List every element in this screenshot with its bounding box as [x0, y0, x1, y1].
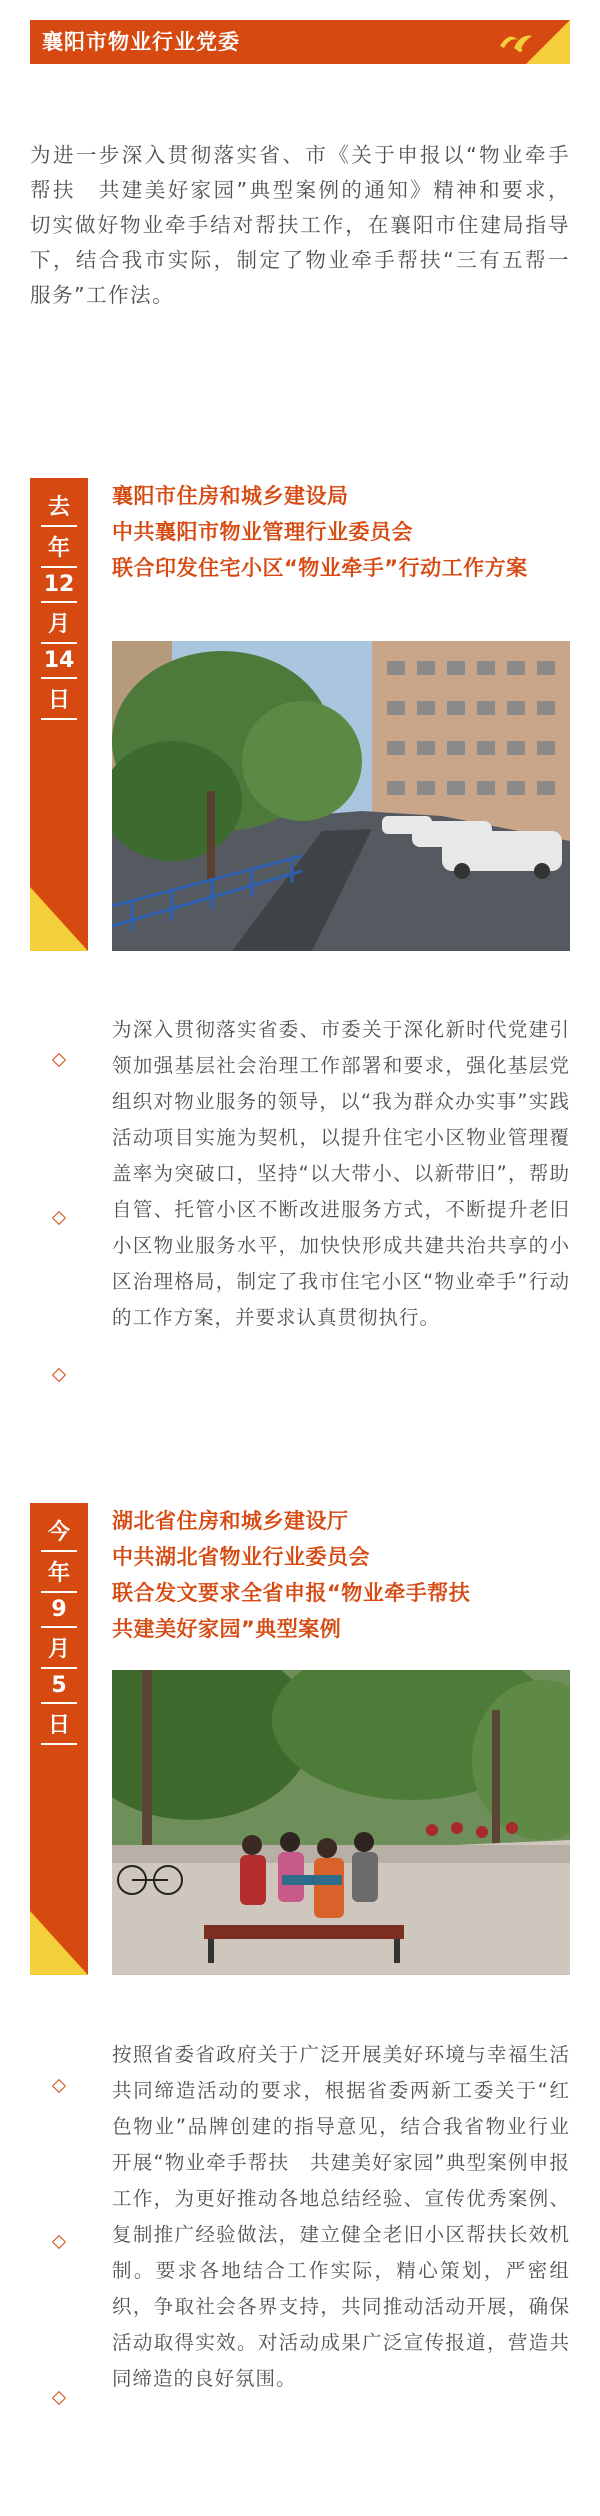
date-char: 今 — [41, 1511, 77, 1552]
header-banner — [30, 20, 570, 64]
date-char: 5 — [41, 1669, 77, 1704]
date-bar-corner-decoration — [30, 1911, 88, 1975]
bullet-diamond-icon — [52, 1053, 66, 1067]
date-char: 14 — [41, 644, 77, 679]
street-photo — [112, 641, 570, 951]
date-bar — [30, 1503, 88, 1975]
section-body: 为深入贯彻落实省委、市委关于深化新时代党建引领加强基层社会治理工作部署和要求，强化基层党组织对物业服务的领导，以“我为群众办实事”实践活动项目实施为契机，以提升住宅小区物业管理覆盖率为突破口，坚持“以大带小、以新带旧”，帮助自管、托管小区不断改进服务方式，不断提升老旧小区物业服务水平，加快快形成共建共治共享的小区治理格局，制定了我市住宅小区“物业牵手”行动的工作方案，并要求认真贯彻执行。 — [112, 1018, 570, 1329]
date-char: 12 — [41, 568, 77, 603]
section-title-line: 中共襄阳市物业管理行业委员会 — [112, 520, 413, 544]
date-char: 月 — [41, 1628, 77, 1669]
dove-icon — [496, 26, 536, 58]
date-char: 日 — [41, 1704, 77, 1745]
date-char: 去 — [41, 486, 77, 527]
section-title-line: 湖北省住房和城乡建设厅 — [112, 1509, 349, 1533]
section-title — [112, 478, 572, 586]
courtyard-photo — [112, 1670, 570, 1975]
intro-paragraph: 为进一步深入贯彻落实省、市《关于申报以“物业牵手帮扶 共建美好家园”典型案例的通知》精神和要求，切实做好物业牵手结对帮扶工作，在襄阳市住建局指导下，结合我市实际，制定了物业牵手帮扶“三有五帮一服务”工作法。 — [30, 143, 570, 307]
section-title-line: 联合印发住宅小区“物业牵手”行动工作方案 — [112, 556, 528, 580]
date-char: 年 — [41, 1552, 77, 1593]
bullet-diamond-icon — [52, 1368, 66, 1382]
section-title-line: 襄阳市住房和城乡建设局 — [112, 484, 349, 508]
bullet-diamond-icon — [52, 2235, 66, 2249]
date-char: 年 — [41, 527, 77, 568]
bullet-diamond-icon — [52, 2079, 66, 2093]
section-title-line: 联合发文要求全省申报“物业牵手帮扶 — [112, 1581, 471, 1605]
header-title: 襄阳市物业行业党委 — [42, 30, 240, 54]
section-body: 按照省委省政府关于广泛开展美好环境与幸福生活共同缔造活动的要求，根据省委两新工委关于“红色物业”品牌创建的指导意见，结合我省物业行业开展“物业牵手帮扶 共建美好家园”典型案例申报工作，为更好推动各地总结经验、宣传优秀案例、复制推广经验做法，建立健全老旧小区帮扶长效机制。要求各地结合工作实际，精心策划，严密组织，争取社会各界支持，共同推动活动开展，确保活动取得实效。对活动成果广泛宣传报道，营造共同缔造的良好氛围。 — [112, 2043, 570, 2390]
section-title-line: 中共湖北省物业行业委员会 — [112, 1545, 370, 1569]
date-bar-corner-decoration — [30, 887, 88, 951]
date-char: 日 — [41, 679, 77, 720]
bullet-diamond-icon — [52, 2391, 66, 2405]
section-title-line: 共建美好家园”典型案例 — [112, 1617, 342, 1641]
date-char: 9 — [41, 1593, 77, 1628]
bullet-diamond-icon — [52, 1211, 66, 1225]
date-char: 月 — [41, 603, 77, 644]
date-bar — [30, 478, 88, 951]
section-title — [112, 1503, 572, 1647]
